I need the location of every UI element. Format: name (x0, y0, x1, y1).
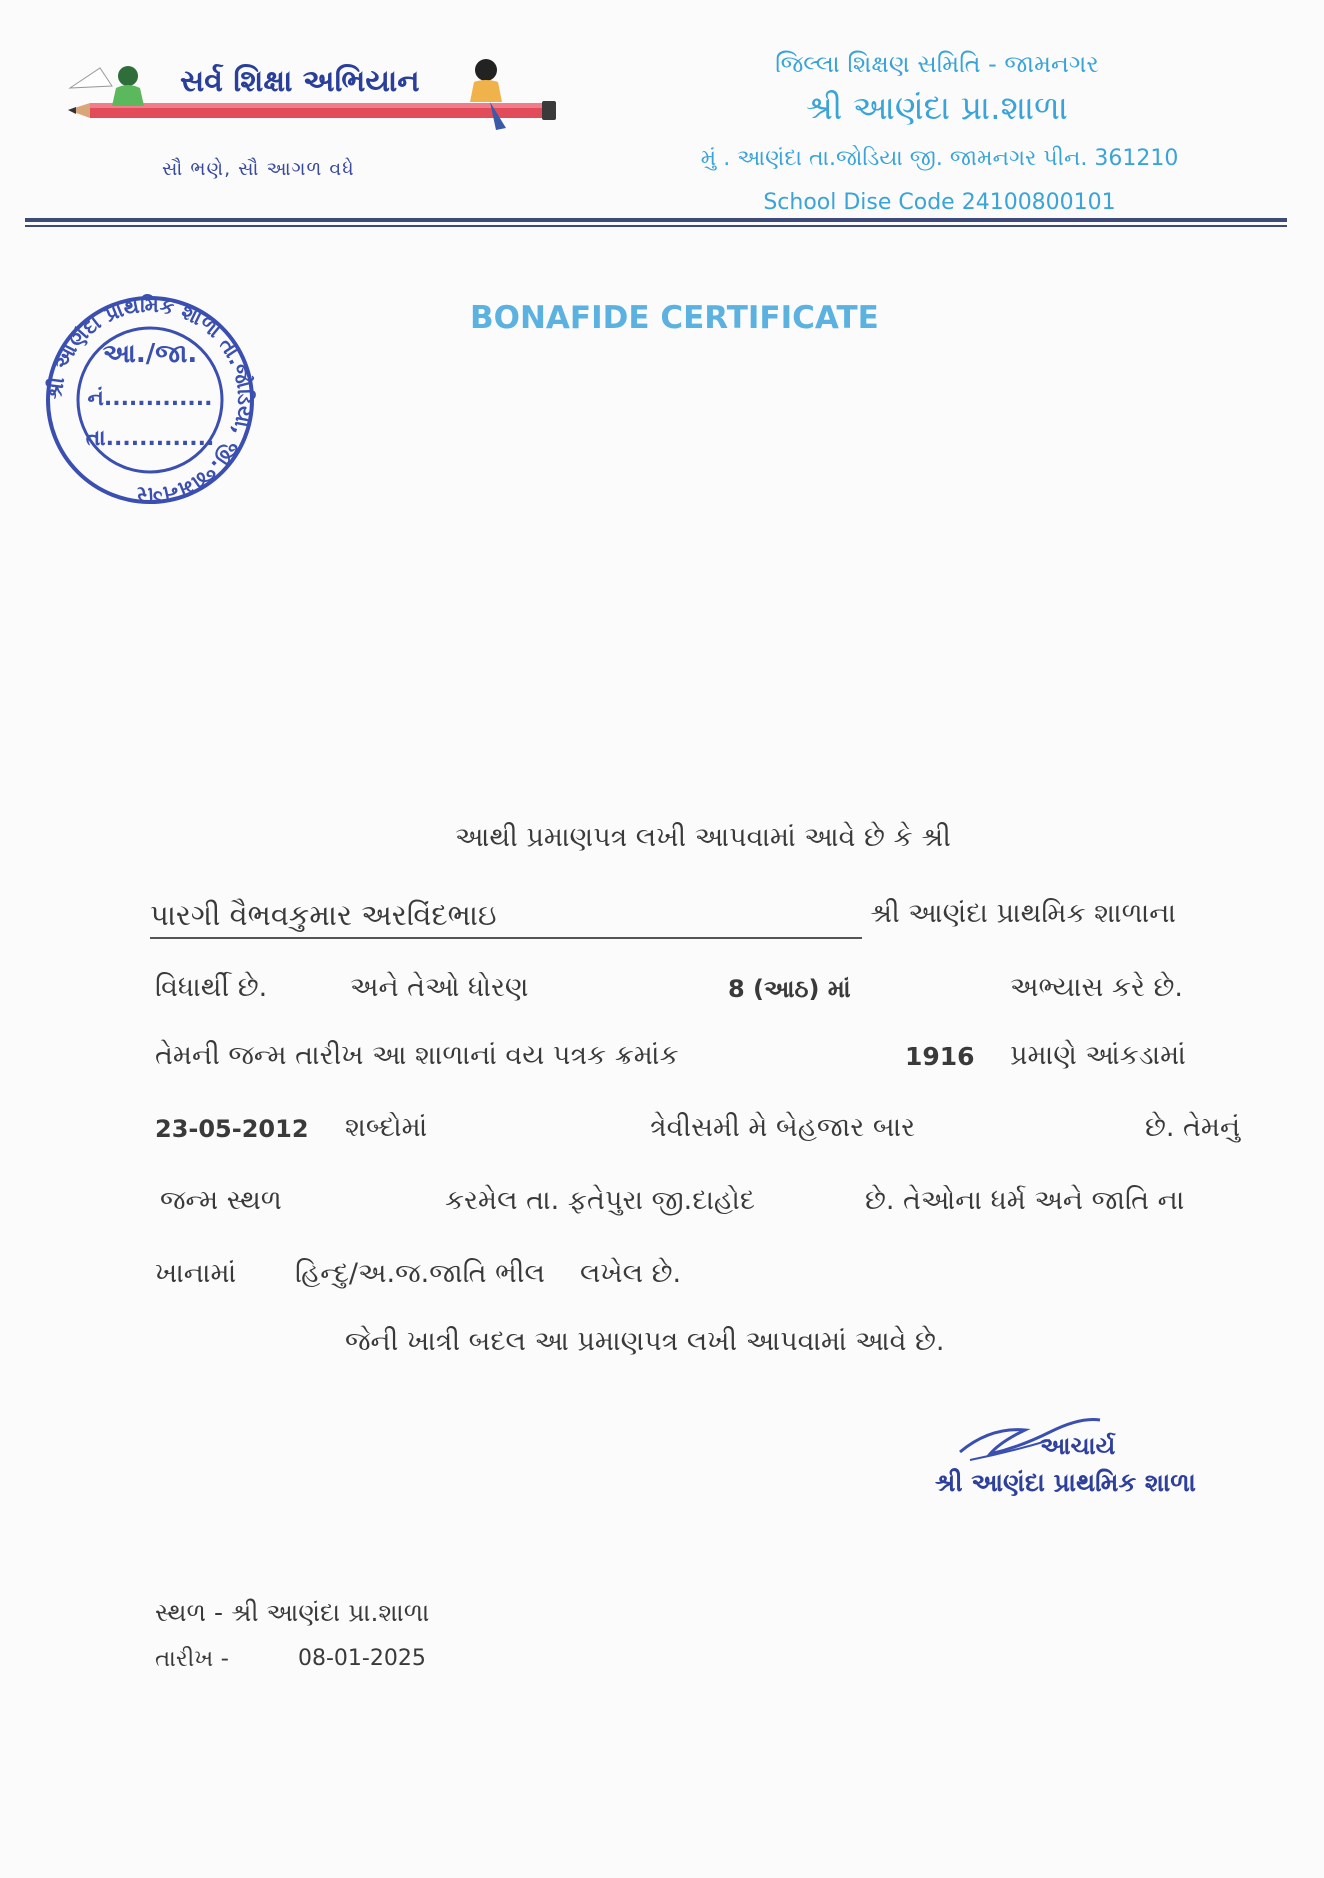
and-standard-text: અને તેઓ ધોરણ (350, 972, 529, 1003)
school-name: શ્રી આણંદા પ્રા.શાળા (806, 88, 1068, 127)
logo-title: સર્વ શિક્ષા અભિયાન (180, 64, 420, 99)
student-name: પારગી વૈભવકુમાર અરવિંદભાઇ (150, 898, 497, 932)
place-line (155, 1598, 429, 1628)
column-label: ખાનામાં (155, 1258, 237, 1289)
student-is-text: વિધાર્થી છે. (155, 972, 268, 1003)
intro-text: આથી પ્રમાણપત્ર લખી આપવામાં આવે છે કે શ્રી (455, 822, 951, 853)
seal-line-2: નં............. (87, 386, 213, 411)
signature-school: શ્રી આણંદા પ્રાથમિક શાળા (935, 1468, 1196, 1497)
register-number: 1916 (905, 1042, 975, 1071)
place-label: સ્થળ - (155, 1598, 231, 1627)
is-their-text: છે. તેમનું (1145, 1112, 1241, 1143)
signature-title: આચાર્ય (1040, 1432, 1116, 1460)
caste-value: હિન્દુ/અ.જ.જાતિ ભીલ (295, 1258, 545, 1289)
studying-text: અભ્યાસ કરે છે. (1010, 972, 1183, 1003)
school-address: મું . આણંદા તા.જોડિયા જી. જામનગર પીન. 361210 (700, 146, 1179, 171)
closing-text: જેની ખાત્રી બદલ આ પ્રમાણપત્ર લખી આપવામાં આવે છે. (345, 1326, 945, 1357)
school-of-text: શ્રી આણંદા પ્રાથમિક શાળાના (870, 898, 1176, 929)
committee-name: જિલ્લા શિક્ષણ સમિતિ - જામનગર (775, 50, 1099, 78)
dob-figures: 23-05-2012 (155, 1115, 309, 1143)
in-words-text: શબ્દોમાં (345, 1112, 428, 1143)
place-value: શ્રી આણંદા પ્રા.શાળા (230, 1598, 430, 1627)
dob-words: ત્રેવીસમી મે બેહજાર બાર (650, 1112, 916, 1143)
seal-line-3: તા............. (85, 426, 215, 451)
student-name-underline (150, 937, 862, 939)
as-per-figures-text: પ્રમાણે આંકડામાં (1010, 1040, 1186, 1071)
dob-text: તેમની જન્મ તારીખ આ શાળાનાં વય પત્રક ક્રમાંક (155, 1040, 679, 1071)
standard-value: 8 (આઠ) માં (728, 975, 851, 1003)
seal-ring-text: શ્રી આણંદા પ્રાથમિક શાળા તા.જોડિયા, જી.જામનગર (42, 292, 258, 508)
birth-place-label: જન્મ સ્થળ (160, 1185, 282, 1216)
written-text: લખેલ છે. (580, 1258, 682, 1289)
dise-code: School Dise Code 24100800101 (763, 190, 1116, 215)
certificate-title: BONAFIDE CERTIFICATE (470, 300, 879, 336)
date-value: 08-01-2025 (298, 1646, 426, 1671)
header-divider (25, 218, 1287, 227)
seal-line-1: આ./જા. (102, 339, 198, 369)
religion-caste-text: છે. તેઓના ધર્મ અને જાતિ ના (865, 1185, 1185, 1216)
birth-place: કરમેલ તા. ફતેપુરા જી.દાહોદ (445, 1185, 755, 1216)
date-label: તારીખ - (155, 1646, 229, 1672)
logo-tagline: સૌ ભણે, સૌ આગળ વધે (162, 158, 355, 180)
school-seal-stamp (40, 290, 260, 510)
